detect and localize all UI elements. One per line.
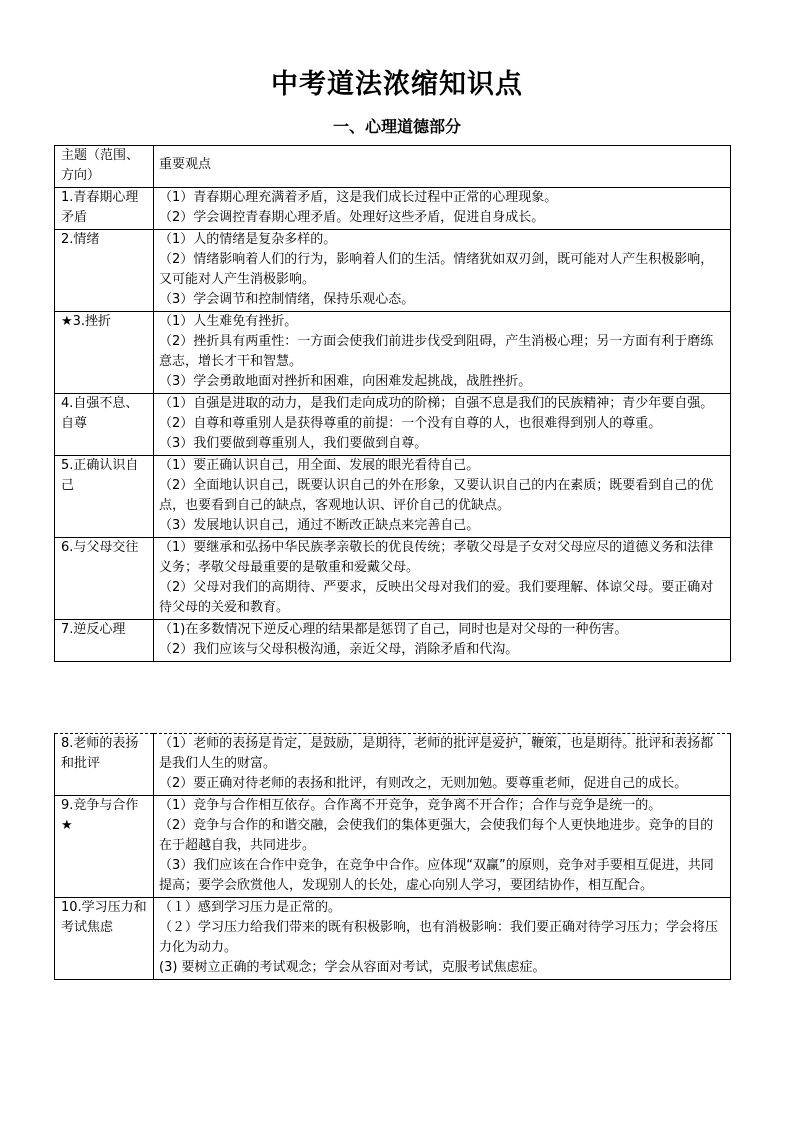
row-topic: 6.与父母交往 bbox=[55, 538, 154, 620]
point-item: （3）我们应该在合作中竞争，在竞争中合作。应体现“双赢”的原则，竞争对手要相互促进，共同提高；要学会欣赏他人，发现别人的长处，虚心向别人学习，要团结协作，相互配合。 bbox=[159, 858, 714, 893]
row-points bbox=[154, 394, 731, 456]
row-points bbox=[154, 230, 731, 312]
point-item: （3）学会勇敢地面对挫折和困难，向困难发起挑战，战胜挫折。 bbox=[159, 374, 532, 389]
point-item: （1）人生难免有挫折。 bbox=[159, 314, 298, 329]
row-topic: 9.竞争与合作 ★ bbox=[55, 796, 154, 898]
point-item: （1）要正确认识自己，用全面、发展的眼光看待自己。 bbox=[159, 458, 480, 473]
row-topic: 2.情绪 bbox=[55, 230, 154, 312]
document-title: 中考道法浓缩知识点 bbox=[271, 69, 523, 100]
point-item: （2）父母对我们的高期待、严要求，反映出父母对我们的爱。我们要理解、体谅父母。要正确对待父母的关爱和教育。 bbox=[159, 580, 714, 615]
table-row bbox=[55, 394, 731, 456]
point-item: （１）感到学习压力是正常的。 bbox=[159, 900, 342, 915]
section-heading: 一、心理道德部分 bbox=[332, 117, 461, 136]
point-item: （3）我们要做到尊重别人，我们要做到自尊。 bbox=[159, 436, 428, 451]
point-item: （2）要正确对待老师的表扬和批评，有则改之，无则加勉。要尊重老师，促进自己的成长。 bbox=[159, 776, 688, 791]
knowledge-table-part2 bbox=[54, 733, 731, 980]
point-item: （2）学会调控青春期心理矛盾。处理好这些矛盾，促进自身成长。 bbox=[159, 210, 545, 225]
row-topic: 4.自强不息、自尊 bbox=[55, 394, 154, 456]
point-item: （1）自强是进取的动力，是我们走向成功的阶梯；自强不息是我们的民族精神；青少年要自强。 bbox=[159, 396, 714, 411]
row-points bbox=[154, 188, 731, 230]
table-row bbox=[55, 734, 731, 796]
row-topic: 5.正确认识自己 bbox=[55, 456, 154, 538]
row-topic: 7.逆反心理 bbox=[55, 620, 154, 662]
point-item: （2）我们应该与父母积极沟通，亲近父母，消除矛盾和代沟。 bbox=[159, 642, 519, 657]
point-item: （1)在多数情况下逆反心理的结果都是惩罚了自己，同时也是对父母的一种伤害。 bbox=[159, 622, 628, 637]
point-item: （1）老师的表扬是肯定，是鼓励，是期待，老师的批评是爱护，鞭策，也是期待。批评和表扬都是我们人生的财富。 bbox=[159, 736, 714, 771]
point-item: （1）要继承和弘扬中华民族孝亲敬长的优良传统；孝敬父母是子女对父母应尽的道德义务和法律义务；孝敬父母最重要的是敬重和爱戴父母。 bbox=[159, 540, 714, 575]
row-topic: 1.青春期心理矛盾 bbox=[55, 188, 154, 230]
point-item: （2）竞争与合作的和谐交融，会使我们的集体更强大，会使我们每个人更快地进步。竞争的目的在于超越自我，共同进步。 bbox=[159, 818, 714, 853]
table-row bbox=[55, 188, 731, 230]
row-points bbox=[154, 312, 731, 394]
row-points bbox=[154, 734, 731, 796]
row-points bbox=[154, 538, 731, 620]
table-row bbox=[55, 538, 731, 620]
table-row bbox=[55, 620, 731, 662]
point-item: （3）学会调节和控制情绪，保持乐观心态。 bbox=[159, 292, 415, 307]
table-row bbox=[55, 898, 731, 980]
header-topic: 主题（范围、方向） bbox=[55, 146, 154, 188]
table-header-row bbox=[55, 146, 731, 188]
point-item: （1）人的情绪是复杂多样的。 bbox=[159, 232, 337, 247]
point-item: （2）全面地认识自己，既要认识自己的外在形象，又要认识自己的内在素质；既要看到自己的优点，也要看到自己的缺点，客观地认识、评价自己的优缺点。 bbox=[159, 478, 714, 513]
row-topic: ★3.挫折 bbox=[55, 312, 154, 394]
row-points bbox=[154, 456, 731, 538]
point-item: （２）学习压力给我们带来的既有积极影响，也有消极影响：我们要正确对待学习压力；学会将压力化为动力。 bbox=[159, 920, 719, 955]
header-views: 重要观点 bbox=[154, 146, 731, 188]
point-item: （2）自尊和尊重别人是获得尊重的前提：一个没有自尊的人，也很难得到别人的尊重。 bbox=[159, 416, 662, 431]
table-row bbox=[55, 456, 731, 538]
row-topic: 10.学习压力和考试焦虑 bbox=[55, 898, 154, 980]
point-item: (3) 要树立正确的考试观念；学会从容面对考试，克服考试焦虑症。 bbox=[159, 960, 546, 975]
row-points bbox=[154, 898, 731, 980]
row-points bbox=[154, 620, 731, 662]
row-points bbox=[154, 796, 731, 898]
table-row bbox=[55, 796, 731, 898]
point-item: （2）挫折具有两重性：一方面会使我们前进步伐受到阻碍，产生消极心理；另一方面有利于磨练意志，增长才干和智慧。 bbox=[159, 334, 714, 369]
point-item: （1）青春期心理充满着矛盾，这是我们成长过程中正常的心理现象。 bbox=[159, 190, 558, 205]
knowledge-table-part1 bbox=[54, 145, 731, 662]
point-item: （3）发展地认识自己，通过不断改正缺点来完善自己。 bbox=[159, 518, 480, 533]
row-topic: 8.老师的表扬和批评 bbox=[55, 734, 154, 796]
table-row bbox=[55, 312, 731, 394]
table-row bbox=[55, 230, 731, 312]
point-item: （1）竞争与合作相互依存。合作离不开竞争，竞争离不开合作；合作与竞争是统一的。 bbox=[159, 798, 662, 813]
point-item: （2）情绪影响着人们的行为，影响着人们的生活。情绪犹如双刃剑，既可能对人产生积极影响，又可能对人产生消极影响。 bbox=[159, 252, 714, 287]
